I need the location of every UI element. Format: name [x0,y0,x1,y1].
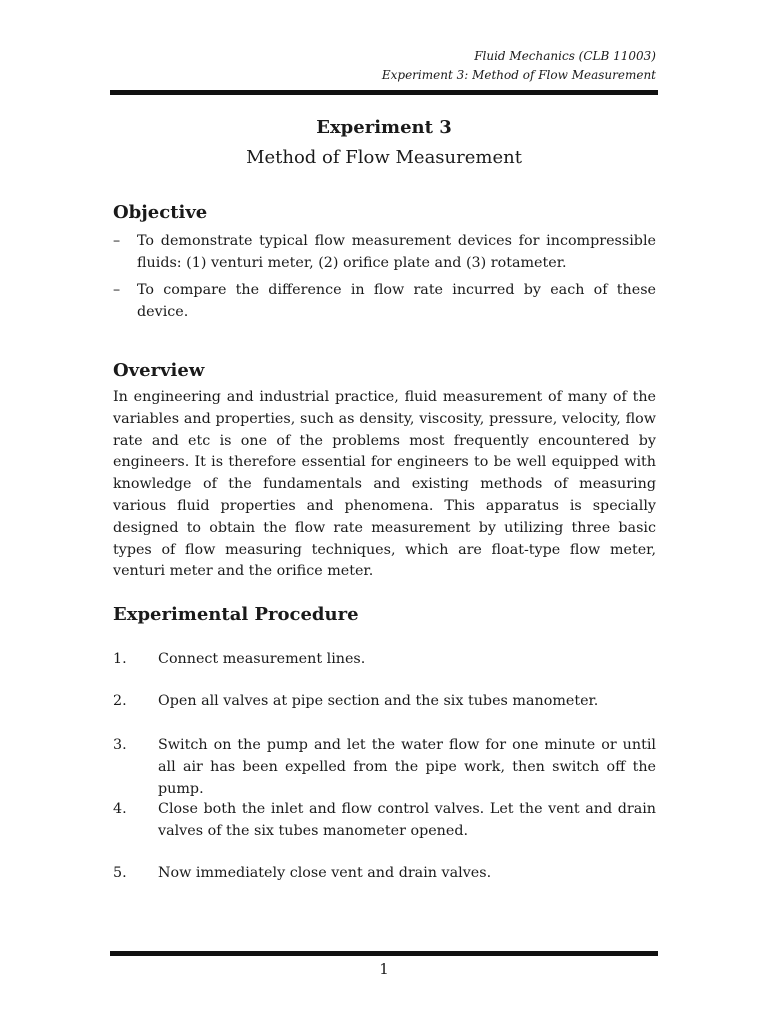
experiment-subject: Method of Flow Measurement [246,147,522,168]
procedure-step [113,691,656,713]
step-text: Close both the inlet and flow control valves. Let the vent and drain valves of the six tubes manometer opened. [158,801,656,839]
footer-rule [110,951,658,956]
procedure-step [113,799,656,843]
procedure-step [113,649,656,671]
step-number: 3. [113,737,127,753]
step-number: 1. [113,651,127,667]
procedure-heading: Experimental Procedure [113,604,359,625]
objective-item-text: To compare the difference in flow rate incurred by each of these device. [137,282,656,320]
list-item [113,231,656,274]
step-text: Switch on the pump and let the water flow for one minute or until all air has been expelled from the pipe work, then switch off the pump. [158,737,656,797]
procedure-step [113,863,656,885]
step-number: 2. [113,693,127,709]
page-number: 1 [379,960,389,978]
list-item [113,280,656,323]
step-number: 4. [113,801,127,817]
overview-heading: Overview [113,360,205,381]
objective-list [113,231,656,329]
experiment-reference: Experiment 3: Method of Flow Measurement [381,68,656,82]
overview-paragraph: In engineering and industrial practice, fluid measurement of many of the variables and properties, such as density, viscosity, pressure, velocity, flow rate and etc is one of the problems most frequently encountered by engineers. It is therefore essential for engineers to be well equipped with knowledge of the fundamentals and existing methods of measuring various fluid properties and phenomena. This apparatus is specially designed to obtain the flow rate measurement by utilizing three basic types of flow measuring techniques, which are float-type flow meter, venturi meter and the orifice meter. [113,389,656,580]
step-number: 5. [113,865,127,881]
step-text: Open all valves at pipe section and the six tubes manometer. [158,693,599,709]
objective-heading: Objective [113,202,208,223]
course-title: Fluid Mechanics (CLB 11003) [474,49,656,63]
header-rule [110,90,658,95]
dash-bullet: – [113,233,121,249]
step-text: Now immediately close vent and drain valves. [158,865,492,881]
objective-item-text: To demonstrate typical flow measurement devices for incompressible fluids: (1) venturi meter, (2) orifice plate and (3) rotameter. [137,233,656,271]
procedure-step [113,735,656,800]
running-header [382,47,656,85]
step-text: Connect measurement lines. [158,651,366,667]
experiment-title: Experiment 3 [316,117,452,138]
dash-bullet: – [113,282,121,298]
